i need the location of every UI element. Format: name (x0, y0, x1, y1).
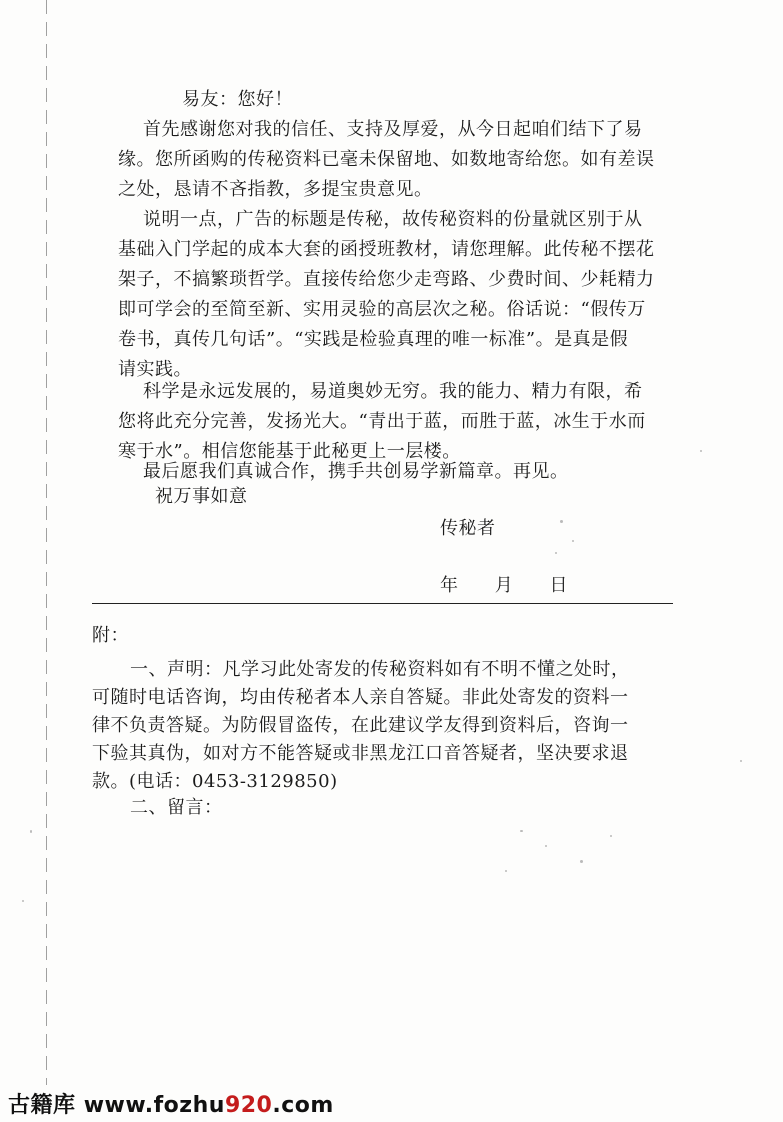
paragraph-2-line-6: 请实践。 (118, 359, 192, 380)
declaration-line-4: 下验其真伪，如对方不能答疑或非黑龙江口音答疑者，坚决要求退 (92, 743, 629, 764)
declaration-line-3: 律不负责答疑。为防假冒盗传，在此建议学友得到资料后，咨询一 (92, 715, 629, 736)
scan-speck (572, 540, 574, 542)
scan-speck (30, 830, 32, 833)
scan-speck (700, 450, 702, 452)
declaration-line-5: 款。(电话：0453-3129850) (92, 771, 338, 792)
scan-speck (740, 760, 742, 762)
paragraph-1-line-3: 之处，恳请不吝指教，多提宝贵意见。 (118, 179, 433, 200)
paragraph-2-line-4: 即可学会的至简至新、实用灵验的高层次之秘。俗话说：“假传万 (118, 299, 646, 320)
scan-speck (545, 845, 547, 847)
note-heading: 二、留言： (130, 797, 223, 818)
closing-line: 最后愿我们真诚合作，携手共创易学新篇章。再见。 (143, 461, 569, 482)
paragraph-2-line-3: 架子，不搞繁琐哲学。直接传给您少走弯路、少费时间、少耗精力 (118, 269, 655, 290)
paragraph-1-line-1: 首先感谢您对我的信任、支持及厚爱，从今日起咱们结下了易 (143, 119, 643, 140)
letter-salutation: 易友：您好！ (182, 89, 293, 110)
appendix-title: 附： (92, 625, 129, 646)
scan-speck (22, 900, 24, 902)
paragraph-1-line-2: 缘。您所函购的传秘资料已毫未保留地、如数地寄给您。如有差误 (118, 149, 655, 170)
site-watermark (8, 1088, 334, 1119)
paragraph-3-line-1: 科学是永远发展的，易道奥妙无穷。我的能力、精力有限，希 (143, 381, 643, 402)
scan-speck (560, 520, 563, 523)
date-line: 年 月 日 (440, 575, 568, 596)
scan-speck (555, 552, 557, 554)
watermark-url-suffix: .com (272, 1093, 334, 1118)
scan-speck (520, 830, 523, 832)
watermark-url-prefix: www.fozhu (83, 1093, 225, 1118)
closing-wish: 祝万事如意 (155, 486, 248, 507)
paragraph-2-line-2: 基础入门学起的成本大套的函授班教材，请您理解。此传秘不摆花 (118, 239, 655, 260)
binding-edge (46, 0, 47, 1085)
paragraph-3-line-2: 您将此充分完善，发扬光大。“青出于蓝，而胜于蓝，冰生于水而 (118, 411, 646, 432)
declaration-line-1: 一、声明：凡学习此处寄发的传秘资料如有不明不懂之处时， (130, 659, 630, 680)
paragraph-2-line-1: 说明一点，广告的标题是传秘，故传秘资料的份量就区别于从 (143, 209, 643, 230)
section-divider (92, 603, 673, 604)
signer-label: 传秘者 (440, 518, 496, 539)
paragraph-3-line-3: 寒于水”。相信您能基于此秘更上一层楼。 (118, 441, 461, 462)
declaration-line-2: 可随时电话咨询，均由传秘者本人亲自答疑。非此处寄发的资料一 (92, 687, 629, 708)
watermark-site-name: 古籍库 (8, 1093, 76, 1118)
scan-speck (580, 860, 583, 863)
paragraph-2-line-5: 卷书，真传几句话”。“实践是检验真理的唯一标准”。是真是假 (118, 329, 629, 350)
scan-speck (505, 870, 507, 872)
scan-speck (610, 835, 612, 837)
watermark-url-number: 920 (224, 1093, 273, 1118)
